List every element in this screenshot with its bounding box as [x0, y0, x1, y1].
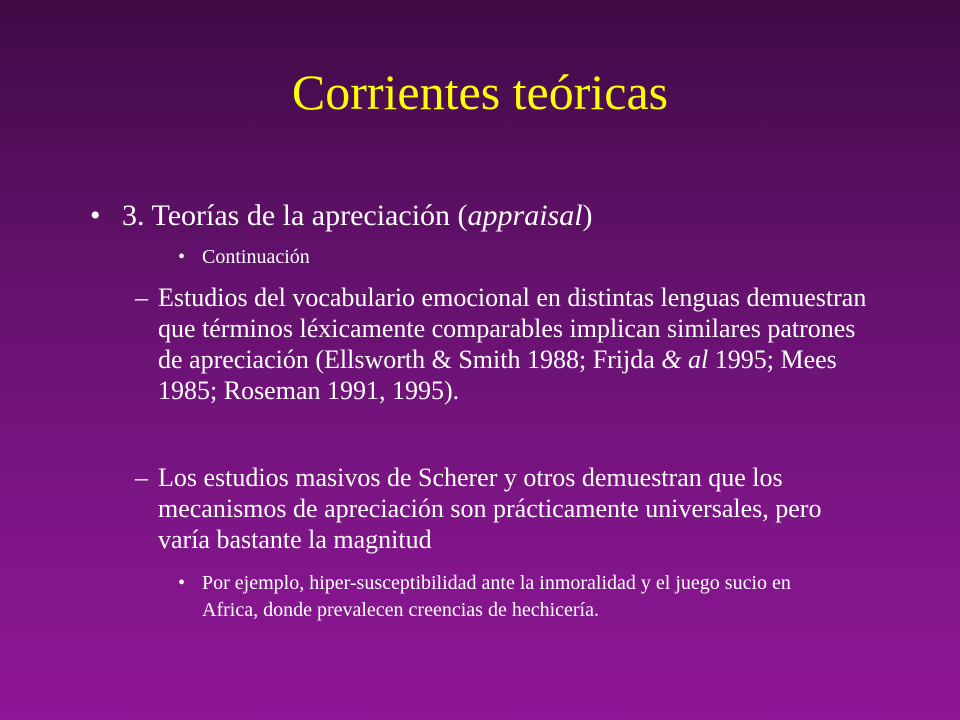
- bullet-item-appraisal: [90, 197, 593, 235]
- dash-text-part2: 1995; Mees 1985; Roseman 1991, 1995).: [158, 345, 837, 405]
- dash-text: Los estudios masivos de Scherer y otros demuestran que los mecanismos de apreciación son prácticamente universales, pero varía bastante la magnitud: [158, 463, 822, 554]
- slide-title: Corrientes teóricas: [291, 64, 669, 120]
- sub-bullet-text: Continuación: [202, 246, 310, 268]
- bullet-text-prefix: 3. Teorías de la apreciación (: [122, 199, 468, 232]
- bullet-marker: •: [178, 572, 186, 594]
- dash-text-emphasis: & al: [661, 345, 709, 374]
- bullet-marker: •: [90, 199, 101, 232]
- sub-bullet-text: Por ejemplo, hiper-susceptibilidad ante la inmoralidad y el juego sucio en Africa, donde prevalecen creencias de hechicería.: [202, 572, 791, 621]
- dash-text-part1: Estudios del vocabulario emocional en distintas lenguas demuestran que términos léxicamente comparables implican similares patrones de apreciación (Ellsworth & Smith 1988; Frijda: [158, 283, 867, 374]
- bullet-marker: •: [178, 246, 186, 268]
- dash-item-vocabulario: [135, 282, 875, 406]
- bullet-text-suffix: ): [582, 199, 593, 232]
- sub-bullet-continuacion: [178, 245, 310, 269]
- bullet-text-emphasis: appraisal: [467, 199, 583, 232]
- sub-bullet-ejemplo: [178, 570, 838, 624]
- dash-marker: –: [135, 463, 148, 492]
- bullet-text: [122, 197, 593, 235]
- dash-item-scherer: [135, 462, 875, 555]
- dash-text: [158, 282, 873, 406]
- dash-marker: –: [135, 283, 148, 312]
